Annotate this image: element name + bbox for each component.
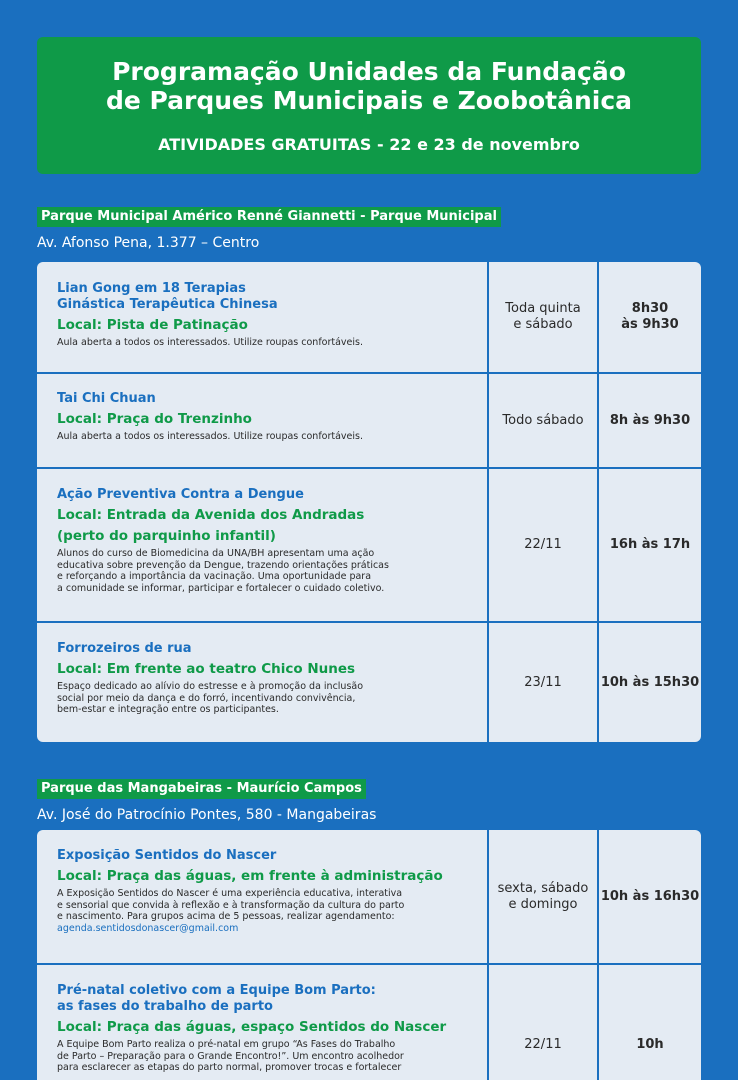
activity-title: Ação Preventiva Contra a Dengue — [57, 487, 304, 502]
activity-days — [487, 965, 597, 1080]
activity-time — [597, 469, 701, 621]
activity-description: Aula aberta a todos os interessados. Utilize roupas confortáveis. — [57, 337, 364, 348]
activity-info — [57, 983, 467, 1074]
activity-days — [487, 830, 597, 963]
activity-days — [487, 262, 597, 372]
days-line: e sábado — [513, 317, 573, 332]
days-line: sexta, sábado — [497, 880, 589, 896]
activity-title — [57, 983, 467, 1015]
time-line: 10h às 15h30 — [600, 674, 700, 690]
days-line: 22/11 — [524, 537, 562, 552]
description-line: Espaço dedicado ao alívio do estresse e à promoção da inclusão — [57, 681, 364, 692]
time-line: 8h às 9h30 — [609, 412, 691, 428]
park-name: Parque Municipal Américo Renné Giannetti - Parque Municipal — [37, 207, 501, 227]
table-row — [37, 963, 701, 1080]
title-line-1: Programação Unidades da Fundação — [112, 57, 626, 86]
description-line: e sensorial que convida à reflexão e à transformação da cultura do parto — [57, 899, 405, 911]
time-line: às 9h30 — [621, 317, 679, 332]
header-banner — [37, 37, 701, 174]
page-subtitle: ATIVIDADES GRATUITAS - 22 e 23 de novembro — [158, 135, 580, 154]
activity-time — [597, 374, 701, 467]
table-row — [37, 262, 701, 372]
time-line: 10h — [636, 1037, 664, 1052]
activity-description — [57, 681, 467, 716]
days-line: Todo sábado — [502, 412, 584, 428]
activity-title-line: Pré-natal coletivo com a Equipe Bom Parto: — [57, 983, 376, 998]
description-line: para esclarecer as etapas do parto normal, promover trocas e fortalecer — [57, 1062, 402, 1073]
activity-time — [597, 262, 701, 372]
description-line: a comunidade se informar, participar e fortalecer o cuidado coletivo. — [57, 582, 385, 594]
table-row — [37, 467, 701, 621]
park-name: Parque das Mangabeiras - Maurício Campos — [37, 779, 366, 799]
activity-location: Local: Pista de Patinação — [57, 317, 248, 333]
activity-location: Local: Praça das águas, em frente à administração — [57, 868, 443, 884]
days-line: 23/11 — [524, 674, 562, 690]
title-line-2: de Parques Municipais e Zoobotânica — [105, 86, 633, 115]
activity-info — [57, 391, 467, 443]
time-line: 8h30 — [631, 301, 669, 316]
description-line: de Parto – Preparação para o Grande Encontro!”. Um encontro acolhedor — [57, 1050, 404, 1062]
activity-days — [487, 374, 597, 467]
activity-days — [487, 469, 597, 621]
location-line: Local: Entrada da Avenida dos Andradas — [57, 507, 365, 523]
booking-email-link[interactable]: agenda.sentidosdonascer@gmail.com — [57, 922, 239, 934]
activity-info — [57, 281, 467, 349]
activity-description — [57, 548, 467, 594]
description-line: A Equipe Bom Parto realiza o pré-natal em grupo “As Fases do Trabalho — [57, 1039, 396, 1050]
description-line: Alunos do curso de Biomedicina da UNA/BH apresentam uma ação — [57, 548, 375, 559]
activity-info — [57, 641, 467, 716]
description-line: e nascimento. Para grupos acima de 5 pessoas, realizar agendamento: — [57, 911, 395, 922]
activity-location — [57, 505, 467, 547]
activity-days — [487, 623, 597, 742]
activity-title-line: Lian Gong em 18 Terapias — [57, 281, 246, 296]
activity-time — [597, 830, 701, 963]
activity-time — [597, 623, 701, 742]
days-line: e domingo — [508, 896, 578, 912]
activity-description — [57, 1039, 467, 1074]
activity-title: Exposição Sentidos do Nascer — [57, 848, 277, 863]
description-line: A Exposição Sentidos do Nascer é uma experiência educativa, interativa — [57, 888, 403, 899]
activity-description — [57, 888, 467, 923]
days-line: Toda quinta — [505, 301, 581, 316]
description-line: social por meio da dança e do forró, incentivando convivência, — [57, 692, 356, 704]
page-title — [37, 57, 701, 115]
activity-time — [597, 965, 701, 1080]
activity-title: Tai Chi Chuan — [57, 391, 156, 406]
description-line: bem-estar e integração entre os participantes. — [57, 704, 279, 715]
time-line: 16h às 17h — [609, 537, 691, 552]
activity-title-line: Ginástica Terapêutica Chinesa — [57, 297, 278, 312]
table-row — [37, 830, 701, 963]
activity-location: Local: Praça do Trenzinho — [57, 411, 252, 427]
activity-location: Local: Praça das águas, espaço Sentidos do Nascer — [57, 1019, 447, 1035]
location-line: (perto do parquinho infantil) — [57, 528, 276, 544]
activity-title-line: as fases do trabalho de parto — [57, 999, 273, 1014]
activities-table — [37, 262, 701, 742]
activities-table — [37, 830, 701, 1080]
park-address: Av. Afonso Pena, 1.377 – Centro — [37, 235, 260, 251]
description-line: e reforçando a importância da vacinação. Uma oportunidade para — [57, 571, 372, 582]
park-address: Av. José do Patrocínio Pontes, 580 - Mangabeiras — [37, 807, 377, 823]
days-line: 22/11 — [524, 1037, 562, 1052]
activity-title: Forrozeiros de rua — [57, 641, 192, 656]
activity-location: Local: Em frente ao teatro Chico Nunes — [57, 661, 356, 677]
table-row — [37, 621, 701, 742]
time-line: 10h às 16h30 — [600, 888, 700, 904]
activity-title — [57, 281, 467, 313]
activity-description: Aula aberta a todos os interessados. Utilize roupas confortáveis. — [57, 431, 364, 442]
description-line: educativa sobre prevenção da Dengue, trazendo orientações práticas — [57, 559, 389, 571]
activity-info — [57, 848, 467, 934]
activity-info — [57, 487, 467, 594]
table-row — [37, 372, 701, 467]
